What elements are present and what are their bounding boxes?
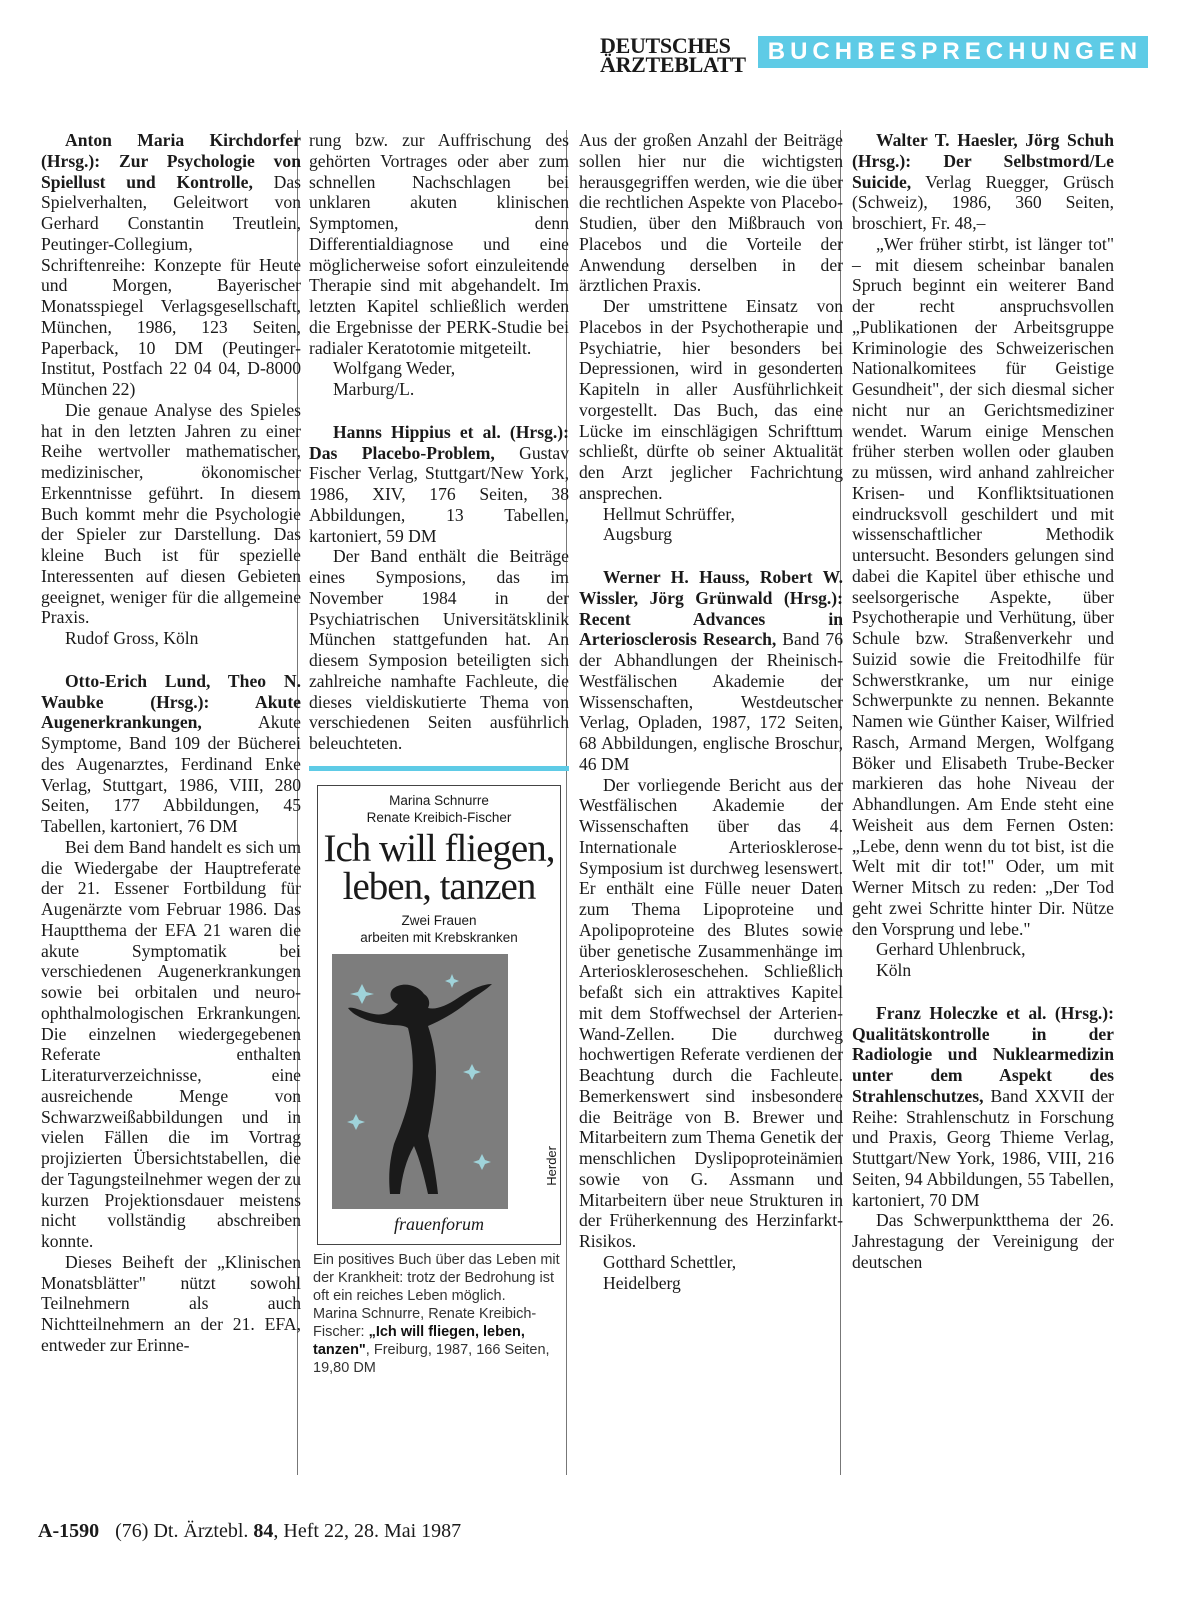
dancer-figure-illustration	[332, 954, 508, 1209]
book-title: Hanns Hippius et al. (Hrsg.): Das Placebo-Problem,	[309, 421, 569, 463]
reviewer-signature: Hellmut Schrüffer,	[603, 503, 735, 524]
review-text: Der umstrittene Einsatz von Placebos in der Psychotherapie und Psychiatrie, hier besonders bei Depressionen, wird in gesonderten Kapiteln in aller Ausführlichkeit vorgestellt. Das Buch, das eine Lücke im einschlägigen Schrifttum schließt, dürfte ob seiner Aktualität den Arzt jeglicher Fachrichtung ansprechen.	[579, 296, 843, 503]
reviewer-signature: Gotthard Schettler,	[603, 1251, 737, 1272]
cover-publisher: Herder	[544, 1145, 559, 1186]
caption-text: Ein positives Buch über das Leben mit der Krankheit: trotz der Bedrohung ist oft ein reiches Leben möglich.	[313, 1251, 560, 1304]
review-heading	[579, 567, 843, 775]
reviewer-signature: Wolfgang Weder,	[333, 358, 456, 379]
book-details: Band XXVII der Reihe: Strahlenschutz in Forschung und Praxis, Georg Thieme Verlag, Stuttgart/New York, 1986, VIII, 216 Seiten, 94 Abbildungen, 55 Tabellen, kartoniert, 70 DM	[852, 1085, 1114, 1210]
caption-details: , Freiburg, 1987, 166 Seiten, 19,80 DM	[313, 1341, 550, 1376]
cover-subtitle-line-2: arbeiten mit Krebskranken	[360, 929, 518, 945]
cover-title-line-1: Ich will fliegen,	[323, 826, 555, 870]
journal-logo	[600, 33, 746, 77]
cover-title	[318, 826, 560, 908]
book-title: Anton Maria Kirchdorfer (Hrsg.): Zur Psychologie von Spiellust und Kontrolle,	[41, 130, 301, 192]
review-heading	[309, 422, 569, 547]
book-details: Das Spielverhalten, Geleitwort von Gerhard Constantin Treutlein, Peutinger-Collegium, Schriftenreihe: Konzepte für Heute und Morgen, Bayerischer Monatsspiegel Verlagsgesellschaft, München, 1986, 123 Seiten, Paperback, 10 DM (Peutinger-Institut, Postfach 22 04 04, D-8000 München 22)	[41, 171, 301, 399]
book-details: Verlag Ruegger, Grüsch (Schweiz), 1986, 360 Seiten, broschiert, Fr. 48,–	[852, 171, 1114, 233]
book-title: Werner H. Hauss, Robert W. Wissler, Jörg Grünwald (Hrsg.): Recent Advances in Arteriosclerosis Research,	[579, 567, 843, 650]
book-details: Band 76 der Abhandlungen der Rheinisch-Westfälischen Akademie der Wissenschaften, Westdeutscher Verlag, Opladen, 1987, 172 Seiten, 68 Abbildungen, englische Broschur, 46 DM	[579, 629, 844, 774]
page-footer	[38, 1520, 461, 1543]
reviewer-location: Augsburg	[603, 524, 673, 545]
logo-line-2: ÄRZTEBLATT	[600, 52, 746, 77]
cover-artwork	[332, 954, 508, 1209]
reviewer-signature: Gerhard Uhlenbruck,	[876, 939, 1026, 960]
cover-subtitle	[318, 912, 560, 946]
review-text: „Wer früher stirbt, ist länger tot" – mit diesem scheinbar banalen Spruch beginnt ein weiterer Band der recht anspruchsvollen „Publikationen der Arbeitsgruppe Kriminologie des Schweizerischen Nationalkomitees für Geistige Gesundheit", der sich diesmal sicher nicht nur an Gerichtsmediziner wendet. Warum einige Menschen früher sterben wollen oder glauben zu müssen, wird anhand zahlreicher Krisen- und Konfliktsituationen eindrucksvoll geschildert und mit wissenschaftlicher Methodik untersucht. Besonders gelungen sind dabei die Kapitel über ethische und seelsorgerische Aspekte, über Psychotherapie und Verhütung, über Schule bzw. Straßenverkehr und Suizid sowie die Freitodhilfe für Schwerstkranke, um nur einige Schwerpunkte zu nennen. Bekannte Namen wie Günther Kaiser, Wilfried Rasch, Armand Mergen, Wolfgang Böker und Elisabeth Trube-Becker markieren das hohe Niveau der Abhandlungen. Am Ende steht eine Weisheit aus dem Fernen Osten: „Lebe, denn wenn du tot bist, ist die Welt mit dir tot!" Oder, um mit Werner Mitsch zu reden: „Der Tod geht zwei Schritte hinter Dir. Nütze den Vorsprung und lebe."	[852, 233, 1114, 939]
review-text: Der vorliegende Bericht aus der Westfälischen Akademie der Wissenschaften über das 4. Internationale Arteriosklerose-Symposium ist durchweg lesenswert. Er enthält eine Fülle neuer Daten zum Thema Lipoproteine und Apolipoproteine des Blutes sowie über genetische Zusammenhänge im Arterioskleroseschehen. Schließlich befaßt sich ein attraktives Kapitel mit dem Stoffwechsel der Arterien-Wand-Zellen. Die durchweg hochwertigen Referate verdienen der Beachtung durch die Fachleute. Bemerkenswert sind insbesondere die Beiträge von B. Brewer und Mitarbeitern zum Thema Genetik der menschlichen Dyslipoproteinämien sowie von G. Assmann und Mitarbeitern über neue Strukturen in der Früherkennung des Herzinfarkt-Risikos.	[579, 774, 843, 1251]
cover-author-2: Renate Kreibich-Fischer	[366, 809, 512, 825]
column-3	[579, 130, 843, 1293]
column-2	[309, 130, 569, 1377]
cover-author-1: Marina Schnurre	[389, 792, 489, 808]
reviewer-location: Marburg/L.	[333, 379, 415, 399]
book-cover	[317, 785, 561, 1245]
review-text: Die genaue Analyse des Spieles hat in den letzten Jahren zu einer Reihe wertvoller mathematischer, medizinischer, ökonomischer Erkenntnisse geführt. In diesem Buch kommt mehr die Psychologie der Spieler zur Darstellung. Das kleine Buch ist für spezielle Interessenten auf diesen Gebieten geeignet, weniger für die allgemeine Praxis.	[41, 399, 301, 628]
review-text: Bei dem Band handelt es sich um die Wiedergabe der Hauptreferate der 21. Essener Fortbildung für Augenärzte vom Februar 1986. Das Hauptthema der EFA 21 waren die akute Symptomatik bei verschiedenen Augenerkrankungen sowie bei orbitalen und neuro-ophthalmologischen Erkrankungen. Die einzelnen wiedergegebenen Referate enthalten Literaturverzeichnisse, eine ausreichende Menge von Schwarzweißabbildungen und in vielen Fällen die im Vortrag projizierten Übersichtstabellen, die der Tagungsteilnehmer wegen der zu kurzen Projektionsdauer meistens nicht vollständig abschreiben konnte.	[41, 836, 301, 1251]
review-text: Das Schwerpunktthema der 26. Jahrestagung der Vereinigung der deutschen	[852, 1210, 1114, 1272]
issue-date: , Heft 22, 28. Mai 1987	[273, 1520, 462, 1542]
accent-rule	[309, 766, 569, 771]
logo-line-1: DEUTSCHES	[600, 33, 731, 58]
section-title-band: BUCHBESPRECHUNGEN	[758, 36, 1148, 68]
review-heading	[41, 671, 301, 837]
caption-book-title: „Ich will fliegen, leben, tanzen"	[313, 1323, 525, 1358]
review-text: rung bzw. zur Auffrischung des gehörten Vortrages oder aber zum schnellen Nachschlagen bei unklaren akuten klinischen Symptomen, denn Differentialdiagnose und eine möglicherweise sofort einzuleitende Therapie sind mit abgehandelt. Im letzten Kapitel schließlich werden die Ergebnisse der PERK-Studie bei radialer Keratotomie mitgeteilt.	[309, 130, 569, 358]
book-title: Otto-Erich Lund, Theo N. Waubke (Hrsg.): Akute Augenerkrankungen,	[41, 670, 301, 733]
masthead	[600, 33, 1148, 77]
cover-caption	[313, 1251, 565, 1377]
caption-authors: Marina Schnurre, Renate Kreibich-Fischer:	[313, 1305, 537, 1340]
volume-number: 84	[253, 1520, 274, 1542]
cover-authors	[318, 792, 560, 826]
caption-reference	[313, 1305, 565, 1377]
page-number: A-1590	[38, 1520, 100, 1542]
review-text: Der Band enthält die Beiträge eines Symposions, das im November 1984 in der Psychiatrischen Universitätsklinik München stattgefunden hat. An diesem Symposion beteiligten sich zahlreiche namhafte Fachleute, die dieses vieldiskutierte Thema von verschiedenen Seiten ausführlich beleuchteten.	[309, 546, 569, 753]
review-text: Dieses Beiheft der „Klinischen Monatsblätter" nützt sowohl Teilnehmern als auch Nichtteilnehmern an der 21. EFA, entweder zur Erinne-	[41, 1251, 301, 1355]
cover-series-imprint: frauenforum	[394, 1213, 484, 1234]
cover-title-line-2: leben, tanzen	[342, 864, 536, 908]
reviewer-signature: Rudof Gross, Köln	[65, 628, 199, 648]
page-number-alt: (76)	[115, 1520, 149, 1542]
column-4	[852, 130, 1114, 1273]
book-title: Franz Holeczke et al. (Hrsg.): Qualitätskontrolle in der Radiologie und Nuklearmedizin unter dem Aspekt des Strahlenschutzes,	[852, 1002, 1114, 1106]
review-heading	[852, 1003, 1114, 1211]
book-title: Walter T. Haesler, Jörg Schuh (Hrsg.): Der Selbstmord/Le Suicide,	[852, 130, 1114, 192]
review-heading	[852, 130, 1114, 234]
journal-name: Dt. Ärztebl.	[153, 1520, 249, 1542]
reviewer-location: Köln	[876, 960, 912, 980]
cover-subtitle-line-1: Zwei Frauen	[401, 912, 477, 928]
review-heading	[41, 130, 301, 400]
review-text: Aus der großen Anzahl der Beiträge sollen hier nur die wichtigsten herausgegriffen werden, wie die über die rechtlichen Aspekte von Placebo-Studien, über den Mißbrauch von Placebos und die Vorteile der Anwendung derselben in der ärztlichen Praxis.	[579, 130, 843, 296]
column-1	[41, 130, 301, 1356]
book-details: Akute Symptome, Band 109 der Bücherei des Augenarztes, Ferdinand Enke Verlag, Stuttgart, 1986, VIII, 280 Seiten, 177 Abbildungen, 45 Tabellen, kartoniert, 76 DM	[41, 712, 301, 836]
reviewer-location: Heidelberg	[603, 1272, 681, 1293]
book-details: Gustav Fischer Verlag, Stuttgart/New York, 1986, XIV, 176 Seiten, 38 Abbildungen, 13 Tabellen, kartoniert, 59 DM	[309, 442, 569, 546]
